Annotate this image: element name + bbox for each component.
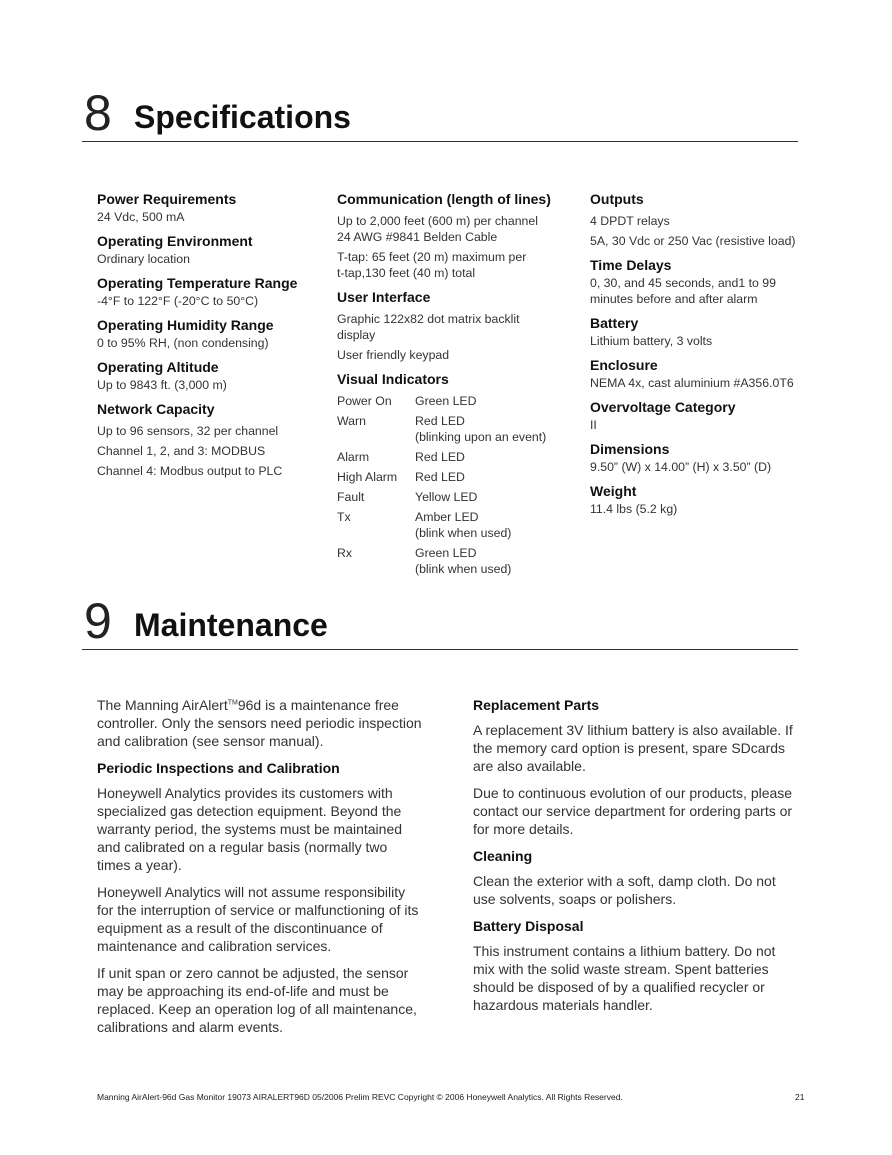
footer-text: Manning AirAlert-96d Gas Monitor 19073 AIRALERT96D 05/2006 Prelim REVC Copyright © 2006 Honeywell Analytics. All Rights Reserved. (97, 1092, 623, 1102)
indicator-label: High Alarm (337, 470, 398, 484)
specs-column-1 (97, 191, 322, 479)
section-title-specifications: Specifications (134, 99, 351, 135)
spec-value: -4°F to 122°F (-20°C to 50°C) (97, 294, 259, 308)
spec-heading: Network Capacity (97, 401, 215, 417)
indicator-label: Alarm (337, 450, 370, 464)
spec-value: 4 DPDT relays (590, 214, 670, 228)
spec-value: 0 to 95% RH, (non condensing) (97, 336, 269, 350)
indicator-row (337, 545, 577, 577)
spec-heading: Enclosure (590, 357, 658, 373)
indicator-value: Green LED (415, 546, 477, 560)
spec-heading: Time Delays (590, 257, 672, 273)
page-number: 21 (795, 1092, 805, 1102)
spec-value: Up to 96 sensors, 32 per channel (97, 424, 279, 438)
spec-heading: Overvoltage Category (590, 399, 736, 415)
spec-heading: Outputs (590, 191, 644, 207)
spec-value: II (590, 418, 597, 432)
spec-value: display (337, 328, 376, 342)
section-divider (82, 649, 798, 650)
indicator-label: Warn (337, 414, 366, 428)
spec-heading: Operating Temperature Range (97, 275, 298, 291)
specs-column-3 (590, 191, 805, 517)
spec-value: Channel 1, 2, and 3: MODBUS (97, 444, 266, 458)
subsection-heading: Periodic Inspections and Calibration (97, 760, 340, 776)
body-paragraph: Due to continuous evolution of our products, please contact our service department for ordering parts or for more details. (473, 785, 793, 837)
subsection-heading: Replacement Parts (473, 697, 600, 713)
spec-value: Up to 9843 ft. (3,000 m) (97, 378, 227, 392)
spec-heading: Weight (590, 483, 637, 499)
indicator-row (337, 509, 577, 541)
maintenance-left-column (97, 696, 422, 1045)
indicator-value: Red LED (415, 450, 465, 464)
spec-heading: Communication (length of lines) (337, 191, 551, 207)
maintenance-right-column (473, 696, 798, 1023)
spec-value: 24 AWG #9841 Belden Cable (337, 230, 498, 244)
spec-value: NEMA 4x, cast aluminium #A356.0T6 (590, 376, 794, 390)
spec-value: Channel 4: Modbus output to PLC (97, 464, 283, 478)
indicator-value: Yellow LED (415, 490, 478, 504)
specs-column-2 (337, 191, 577, 577)
spec-value: Up to 2,000 feet (600 m) per channel (337, 214, 538, 228)
spec-heading: Operating Humidity Range (97, 317, 274, 333)
spec-value: Ordinary location (97, 252, 190, 266)
subsection-heading: Battery Disposal (473, 918, 584, 934)
indicator-label: Fault (337, 490, 365, 504)
spec-value: User friendly keypad (337, 348, 450, 362)
indicator-note: (blink when used) (415, 526, 512, 540)
spec-value: 5A, 30 Vdc or 250 Vac (resistive load) (590, 234, 796, 248)
spec-heading: Operating Altitude (97, 359, 219, 375)
spec-heading: Power Requirements (97, 191, 237, 207)
spec-value: 0, 30, and 45 seconds, and1 to 99 (590, 276, 776, 290)
spec-value: Graphic 122x82 dot matrix backlit (337, 312, 520, 326)
spec-value: Lithium battery, 3 volts (590, 334, 713, 348)
indicator-value: Red LED (415, 414, 465, 428)
spec-heading: Dimensions (590, 441, 670, 457)
spec-heading: User Interface (337, 289, 431, 305)
indicator-label: Tx (337, 510, 351, 524)
body-paragraph: A replacement 3V lithium battery is also available. If the memory card option is present, spare SDcards are also available. (473, 722, 793, 774)
body-paragraph: Clean the exterior with a soft, damp cloth. Do not use solvents, soaps or polishers. (473, 873, 776, 907)
body-paragraph: Honeywell Analytics provides its customers with specialized gas detection equipment. Beyond the warranty period, the systems must be maintained and calibrated on a regular basis (normally two times a year). (97, 785, 403, 873)
spec-value: minutes before and after alarm (590, 292, 758, 306)
spec-value: 24 Vdc, 500 mA (97, 210, 185, 224)
indicator-row (337, 449, 577, 465)
section-divider (82, 141, 798, 142)
subsection-heading: Cleaning (473, 848, 533, 864)
section-number-maintenance: 9 (84, 593, 112, 649)
spec-heading: Operating Environment (97, 233, 253, 249)
indicator-value: Amber LED (415, 510, 479, 524)
indicator-label: Power On (337, 394, 392, 408)
indicator-row (337, 393, 577, 409)
indicator-value: Green LED (415, 394, 477, 408)
spec-heading: Battery (590, 315, 639, 331)
indicator-row (337, 469, 577, 485)
spec-value: 9.50” (W) x 14.00” (H) x 3.50” (D) (590, 460, 772, 474)
section-title-maintenance: Maintenance (134, 607, 328, 643)
spec-value: t-tap,130 feet (40 m) total (337, 266, 476, 280)
trademark-mark: TM (227, 699, 238, 707)
indicator-note: (blink when used) (415, 562, 512, 576)
indicator-note: (blinking upon an event) (415, 430, 547, 444)
indicator-row (337, 489, 577, 505)
body-paragraph: Honeywell Analytics will not assume responsibility for the interruption of service or malfunctioning of its equipment as a result of the discontinuance of maintenance and calibration services. (97, 884, 419, 954)
intro-paragraph: The Manning AirAlert™96d is a maintenance free controller. Only the sensors need periodic inspection and calibration (see sensor manual). (97, 697, 422, 749)
spec-heading: Visual Indicators (337, 371, 449, 387)
indicator-label: Rx (337, 546, 353, 560)
section-number-specifications: 8 (84, 85, 112, 141)
spec-value: 11.4 lbs (5.2 kg) (590, 502, 678, 516)
spec-value: T-tap: 65 feet (20 m) maximum per (337, 250, 527, 264)
indicator-value: Red LED (415, 470, 465, 484)
indicator-row (337, 413, 577, 445)
body-paragraph: This instrument contains a lithium battery. Do not mix with the solid waste stream. Spent batteries should be disposed of by a qualified recycler or hazardous materials handler. (473, 943, 776, 1013)
body-paragraph: If unit span or zero cannot be adjusted, the sensor may be approaching its end-of-life and must be replaced. Keep an operation log of all maintenance, calibrations and alarm events. (97, 965, 417, 1035)
